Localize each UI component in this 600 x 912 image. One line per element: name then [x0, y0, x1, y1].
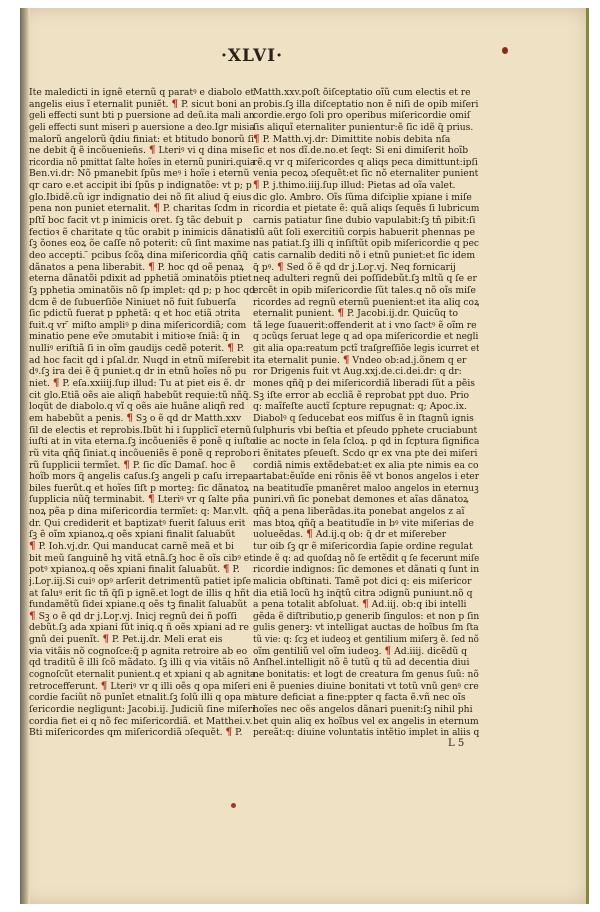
text-line: ad hoc facit qd i pſal.dr. Nuqd in etnũ miſerebit	[29, 354, 250, 366]
text-line: via vitãis nõ cognoſce:q̃ p agnita retroire ab eo	[29, 645, 248, 657]
text-line: ricordes ad regnũ eternũ puenient:et ita aliq coꝝ	[253, 296, 479, 308]
text-line: ¶ P. Matth.vj.dr: Dimittite nobis debita nſa	[253, 133, 451, 145]
text-line: cordia fiet ei q nõ fec miſericordiã. et Matthei.v.	[29, 715, 253, 727]
text-line: tũ vie: q: ſcꝫ et iudeoꝫ et gentilium miſerꝫ ẽ. ſed nõ	[253, 634, 479, 646]
paragraph-mark-rubric: ¶	[225, 727, 233, 739]
text-line: dãnatos a pena liberabit. ¶ P. hoc qd oẽ penaꝝ	[29, 261, 244, 273]
text-line: minatio pene eṽe ɔmutabit i mitioꝛe ſniã: q̃ in	[29, 331, 240, 343]
text-line: ror Drigenis fuit vt Aug.xxj.de.ci.dei.dr: q dr:	[253, 366, 462, 378]
paragraph-mark-rubric: ¶	[148, 261, 155, 273]
text-line: rũ ſupplicii termĩet. ¶ P. ſic dĩc Damaſ. hoc ẽ	[29, 459, 236, 471]
paragraph-mark-rubric: ¶	[253, 133, 260, 145]
text-line: neq adulteri regnũ dei poſſidebũt.ſꝫ mltũ q ſe er	[253, 273, 477, 285]
text-line: retrocefferunt. ¶ Lteriꝰ vr q illi oẽs q opa miſeri	[29, 680, 251, 692]
text-line: fectioꝛ ẽ charitate q tũc orabit p inimicis dãnatis	[29, 226, 255, 238]
text-line: Anſhel.intelligit nõ ẽ tutũ q tũ ad decentia diui	[253, 657, 470, 669]
paragraph-mark-rubric: ¶	[306, 529, 313, 541]
text-line: dic glo. Ambro. Oĩs ſũma diſciplie xpiane i miſe	[253, 191, 472, 203]
text-line: pereãt:q: diuine voluntatis intẽtio implet in aliis q	[253, 727, 479, 739]
text-line: dũ aũt ſoli exercitiũ corpis habuerit phennas pe	[253, 226, 476, 238]
text-line: die ac nocte in ſela ſcloꝝ. p qd in ſcptura ſignifica	[253, 436, 479, 448]
text-line: fuit.q vr ̃ miſto ampliꝰ p dina miſericordiã; com	[29, 319, 247, 331]
text-line: git alia opa:reatum pctĩ traſgreſſiõe legis icurret et	[253, 343, 479, 355]
text-line: hoĩes nec oẽs angelos dãnari puenit:ſꝫ nihil phi	[253, 703, 473, 715]
text-line: a pena totalit abſoluat. ¶ Ad.iij. ob:q ibi intelli	[253, 599, 467, 611]
text-line: loqũt de diabolo.q vĩ q oẽs aie huãne aliqñ red	[29, 401, 245, 413]
folio-number: ·XLVI·	[220, 46, 284, 66]
left-text-column	[29, 87, 255, 739]
text-line: gulis generꝫ: vt intelligat auctas de hoĩbus ſm ſta	[253, 622, 479, 634]
text-line: cit glo.Etiã oẽs aie aliqñ habebũt requie:tũ nñq̃.	[29, 389, 252, 401]
paragraph-mark-rubric: ¶	[227, 343, 234, 355]
text-line: artabat:ẽuĩde eni rõnis ẽẽ vt bonos angelos i eter	[253, 471, 479, 483]
text-line: ſic et nos dĩ.de.no.et ſeqt: Si eni dimiſerit hoĩb	[253, 145, 469, 157]
text-line: ſupplicia nũq̃ terminabit. ¶ Lteriꝰ vr q ſalte pña	[29, 494, 250, 506]
paragraph-mark-rubric: ¶	[277, 261, 284, 273]
text-line: nas patiat.ſꝫ illi q inſiſtũt opib miſericordie q pec	[253, 238, 479, 250]
page-edge-strip	[586, 8, 589, 904]
text-line: dꝰ.ſꝫ ira dei ẽ q̃ puniet.q dr in etnũ hoĩes nõ pu	[29, 366, 247, 378]
text-line: debũt.ſꝫ ada xpiani ſũt iniq.q ñ oẽs xpiani ad re	[29, 622, 249, 634]
text-line: ¶ P. Ioh.vj.dr. Qui manducat carnẽ meã et bi	[29, 540, 234, 552]
text-line: q: maĩfeſte auctĩ ſcpture repugnat: q; Apoc.ix.	[253, 401, 467, 413]
text-line: mones qñq̃ p dei miſericordiã liberadi ſũt a pẽis	[253, 378, 476, 390]
text-line: inde ẽ q: ad quoſdaꝫ nõ ſe ertẽdit q ſe fecerunt miſe	[253, 552, 479, 564]
paragraph-mark-rubric: ¶	[123, 459, 130, 471]
text-line: nulliꝰ eriſtiã ſi in oĩm gaudijs cedẽ poterit. ¶ P.	[29, 343, 245, 355]
text-line: ſꝫ ẽ oĩm xpianoꝝ.q oẽs xpiani finalit ſaluabũt	[29, 529, 236, 541]
text-line: tur oib ſꝫ qr ẽ miſericordia ſapie ordine regulat	[253, 540, 473, 552]
paragraph-mark-rubric: ¶	[52, 378, 60, 390]
text-line: qd traditũ ẽ illi ſcõ mãdato. ſꝫ illi q via vitãis nõ	[29, 657, 250, 669]
paragraph-mark-rubric: ¶	[153, 203, 161, 215]
text-line: j.Loɼ.iij.Si cuiꝰ opꝰ arſerit detrimentũ patiet ipſe	[29, 575, 252, 587]
text-line: probis.ſꝫ illa diſceptatio non ẽ niſi de opib miſeri	[253, 98, 479, 110]
paragraph-mark-rubric: ¶	[171, 98, 179, 110]
text-line: mas btoꝝ qñq̃ a beatitudĩe in bꝰ vite miſerias de	[253, 517, 474, 529]
text-line: puniri.vñ ſic ponebat demones et aĩas dãnatoꝝ	[253, 494, 469, 506]
text-line: tã lege ſuauerit:offenderit at i vno ſactꝰ ẽ oĩm re	[253, 319, 477, 331]
text-line: ſericordie negligunt: Jacobi.ij. Judiciũ ſine miſeri	[29, 703, 255, 715]
text-line: rẽ.q vr q miſericordes q aliqs peca dimittunt:ipſi	[253, 156, 478, 168]
red-ink-spot	[502, 47, 508, 54]
text-line: rũ vita qñq̃ ſiniat.q incõueniẽs ẽ ponẽ q reprobo	[29, 447, 252, 459]
text-line: carnis patiatur ſine dubio vapulabit:ſꝫ tñ pibit:ſi	[253, 215, 476, 227]
text-line: cordie faciũt nõ punĩet etnalit.ſꝫ ſolũ illi q opa mi	[29, 692, 255, 704]
text-line: ſꝫ õones eoꝝ õe caſſe nõ poterit: cũ ſint maxime	[29, 238, 251, 250]
text-line: ricordia et pietate ẽ: quã aliqs ſequẽs ſi lubricum	[253, 203, 479, 215]
text-line: ne debit q̃ ẽ incõuenien̄s. ¶ Lteriꝰ vi q dina mise	[29, 145, 253, 157]
catchword: L 5	[448, 738, 465, 749]
text-line: uolueẽdas. ¶ Ad.ij.q ob: q̃ dr et miſereber	[253, 529, 447, 541]
text-line: eni ẽ puenies diuine bonitati vt totũ vnũ genꝰ cre	[253, 680, 479, 692]
text-line: angelis eius ĩ eternalit puniẽt. ¶ P. sicut boni an	[29, 98, 252, 110]
text-line: geli effecti sunt bti p puersione ad deũ.ita mali an	[29, 110, 255, 122]
paragraph-mark-rubric: ¶	[102, 634, 110, 646]
text-line: at ſaluꝰ erit ſic tñ q̃ſi p ignẽ.et logt de illis q hñt	[29, 587, 250, 599]
text-line: ſic pdictũ fuerat p pphetã: q et hoc etiã ɔtrita	[29, 308, 241, 320]
text-line: glo.Ibidẽ.cũ igr indignatio dei nõ ſit aliud q̃ eius	[29, 191, 252, 203]
text-line: pena non puniet eternalit. ¶ P. charitas ſcdm in	[29, 203, 249, 215]
text-line: q̃ pꝰ. ¶ Sed õ ẽ qd dr j.Loɼ.vj. Neq fornicarij	[253, 261, 456, 273]
text-line: ſil de electis et reprobis.Ibũt hi i ſupplicĩ eternũ	[29, 424, 252, 436]
text-line: biles fuerũt.q et hoĩes ſiſt p morteꝫ: ſic dãnatoꝝ	[29, 482, 250, 494]
text-line: gẽda ẽ diſtributio,p generib ſingulos: et non p ſin	[253, 610, 479, 622]
paragraph-mark-rubric: ¶	[29, 540, 36, 552]
paragraph-mark-rubric: ¶	[253, 180, 260, 192]
text-line: hoĩb mors q̃ angelis caſus.ſꝫ angeli p caſu irrepa	[29, 471, 254, 483]
text-line: ſis aliquĩ eternaliter punientur:ẽ ſic idẽ q̃ prius.	[253, 121, 474, 133]
paragraph-mark-rubric: ¶	[337, 308, 345, 320]
text-line: Ben.vi.dr: Nõ pmanebit ſpũs meꝰ i hoĩe i eternũ	[29, 168, 250, 180]
paragraph-mark-rubric: ¶	[222, 564, 230, 576]
text-line: geli effecti sunt miseri p auersione a deo.Igr misia	[29, 121, 255, 133]
text-line: cognoſcũt eternalit punient.q et xpiani q ab agnita	[29, 669, 255, 681]
text-line: ri ẽnitates pſeueſt. Scdo qr ex vna pte dei miſeri	[253, 447, 478, 459]
text-line: dia etiã locũ hꝫ inq̃tũ citra ɔdignũ puniunt.nõ q	[253, 587, 473, 599]
text-line: q ɔcũqs ſeruat lege q ad opa miſericordie et negli	[253, 331, 479, 343]
paragraph-mark-rubric: ¶	[148, 494, 155, 506]
text-line: eternalit punient. ¶ P. Jacobi.ij.dr. Quicũq to	[253, 308, 459, 320]
text-line: Bti miſericordes qm miſericordiã ɔſequẽt. ¶ P.	[29, 727, 243, 739]
text-line: Sꝫ iſte error ab eccliã ẽ reprobat ppt duo. Prio	[253, 389, 470, 401]
text-line: bit meũ ſanguinẽ hꝫ vitã etnã.ſꝫ hoc ẽ oĩs cibꝰ et	[29, 552, 253, 564]
text-line: ne bonitatis: et logt de creatura ſm genus ſuũ: nõ	[253, 669, 479, 681]
text-line: eterna dãnatõi pdixit ad pphetiã ɔminatõis ptiet	[29, 273, 252, 285]
text-line: ¶ Sꝫ o ẽ qd dr j.Loɼ.vj. Inicj regnũ dei ñ poſſi	[29, 610, 237, 622]
text-line: niet. ¶ P. eſa.xxiiij.ſup illud: Tu at piet eis ẽ. dr	[29, 378, 246, 390]
text-line: qñq̃ a pena liberãdas.ita ponebat angelos z aĩ	[253, 506, 465, 518]
right-text-column	[253, 87, 479, 739]
text-line: na beatitudĩe pmanẽret maloo angelos in eternuꝫ	[253, 482, 479, 494]
red-pinhole-mark	[231, 803, 236, 808]
text-line: dcm ẽ de ſubuerſiõe Niniuet nõ fuit ſubuerſa	[29, 296, 237, 308]
text-line: ita eternalit punie. ¶ Vndeo ob:ad.j.õnem q er	[253, 354, 467, 366]
text-line: ricordia nõ pmittat ſalte hoĩes in eternũ puniri.quia	[29, 156, 255, 168]
text-line: Matth.xxv.poſt õiſceptatio oĩũ cum electis et re	[253, 87, 471, 98]
paragraph-mark-rubric: ¶	[342, 354, 350, 366]
text-line: oĩm gentiliũ vel oĩm iudeoꝫ. ¶ Ad.iiij. dicẽdũ q	[253, 645, 468, 657]
text-line: fundamẽtũ ſidei xpiane.q oẽs tꝫ finalit ſaluabũt	[29, 599, 247, 611]
text-line: ature deficiat a fine:ppter q facta ẽ.vñ nec oĩs	[253, 692, 466, 704]
text-line: bet quin aliq ex hoĩbus vel ex angelis in eternum	[253, 715, 479, 727]
paragraph-mark-rubric: ¶	[29, 610, 36, 622]
text-line: venia pecoꝝ ɔſequẽt:et ſic nõ eternaliter punient	[253, 168, 479, 180]
text-line: cordie.ergo ſoli pro operibus miſericordie omiſ	[253, 110, 471, 122]
text-line: ricordie indignos: ſic demones et dãnati q ſunt in	[253, 564, 479, 576]
text-line: catis carnalib dediti nõ i etnũ puniet:et ſic idem	[253, 249, 476, 261]
paragraph-mark-rubric: ¶	[126, 412, 134, 424]
paragraph-mark-rubric: ¶	[384, 645, 392, 657]
paragraph-mark-rubric: ¶	[100, 680, 108, 692]
text-line: ſulphuris vbi beſtia et pſeudo pphete cruciabunt	[253, 424, 478, 436]
text-line: potꝰ xpianoꝝ.q oẽs xpiani finalit ſaluabũt. ¶ P.	[29, 564, 240, 576]
paragraph-mark-rubric: ¶	[362, 599, 369, 611]
text-line: qr caro e.et accipit ibi ſpũs p indignatõe: vt p; p	[29, 180, 252, 192]
text-line: ¶ P. j.thimo.iiij.ſup illud: Pietas ad oĩa valet.	[253, 180, 456, 192]
text-line: pſtĩ boc facit vt p inimicis oret. ſꝫ tãc debuit p	[29, 215, 243, 227]
text-line: cordiã nimis extẽdebat:et ex alia pte nimis ea co	[253, 459, 479, 471]
text-line: ſꝫ pphetia ɔminatõis nõ ſp implet: qd p; p hoc qd	[29, 284, 255, 296]
text-line: ercẽt in opib miſericordie ſũt tales.q nõ oĩs miſe	[253, 284, 476, 296]
text-line: malicia obſtinati. Tamẽ pot dici q: eis miſericor	[253, 575, 472, 587]
text-line: em habebũt a penis. ¶ Sꝫ o ẽ qd dr Matth.xxv	[29, 412, 242, 424]
text-line: deo accepti. ̃ pcibus ſcõꝝ dina miſericordia qñq̃	[29, 249, 248, 261]
text-line: iuſti at in vita eterna.ſꝫ incõueniẽs ẽ ponẽ q iuſto	[29, 436, 255, 448]
text-line: gnũ dei puenĩt. ¶ P. Pet.ij.dr. Meli erat eis	[29, 634, 223, 646]
text-line: Diabolꝰ q ſeducebat eos miſſus ẽ in ſtagnũ ignis	[253, 412, 474, 424]
paragraph-mark-rubric: ¶	[148, 145, 156, 157]
text-line: dr. Qui crediderit et baptizatꝰ fuerit ſaluus erit	[29, 517, 246, 529]
text-line: noꝝ pẽa p dina miſericordia termĩet: q: Mar.vlt.	[29, 506, 249, 518]
text-line: Ite maledicti in ignẽ eternũ q paratꝰ e diabolo et	[29, 87, 255, 98]
text-line: malorũ angelorũ q̃diu finiat: et btitudo bonorũ ſi	[29, 133, 254, 145]
